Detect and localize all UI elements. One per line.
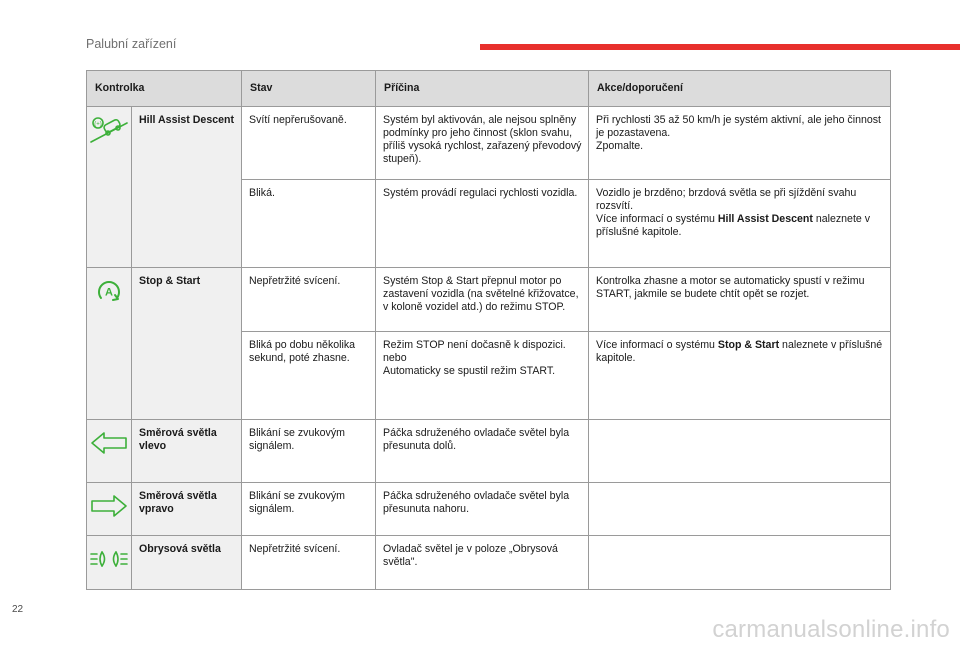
- table-header-row: [87, 71, 891, 107]
- pricina-cell: [376, 332, 589, 420]
- akce-cell: [589, 536, 891, 590]
- akce-text: Vozidlo je brzděno; brzdová světla se při sjíždění svahu rozsvítí.: [596, 187, 857, 212]
- akce-cell: [589, 180, 891, 268]
- page-number: 22: [12, 604, 24, 615]
- watermark: carmanualsonline.info: [712, 616, 950, 643]
- column-header-pricina: Příčina: [376, 71, 589, 107]
- hill-descent-icon: [87, 115, 131, 145]
- pricina-text-3: Automaticky se spustil režim START.: [383, 365, 556, 377]
- akce-cell: [589, 107, 891, 180]
- column-header-akce: Akce/doporučení: [589, 71, 891, 107]
- pricina-text: Režim STOP není dočasně k dispozici.: [383, 339, 566, 351]
- column-header-stav: Stav: [242, 71, 376, 107]
- arrow-left-icon: [87, 428, 131, 458]
- akce-text-2: [596, 213, 884, 239]
- akce-text-suffix: naleznete v příslušné kapitole.: [596, 213, 871, 238]
- pricina-cell: Systém provádí regulaci rychlosti vozidla.: [376, 180, 589, 268]
- akce-text-prefix: Více informací o systému: [596, 339, 718, 351]
- akce-cell: [589, 332, 891, 420]
- warning-lights-table: [86, 70, 891, 590]
- stav-cell: Bliká.: [242, 180, 376, 268]
- table-row: [87, 483, 891, 536]
- stav-cell: Blikání se zvukovým signálem.: [242, 483, 376, 536]
- pricina-cell: Systém Stop & Start přepnul motor po zastavení vozidla (na světelné křižovatce, v koloně vozidel atd.) do režimu STOP.: [376, 268, 589, 332]
- arrow-right-icon: [87, 491, 131, 521]
- pricina-text-2: nebo: [383, 352, 407, 364]
- section-title: Palubní zařízení: [86, 37, 177, 51]
- indicator-name: Směrová světla vpravo: [132, 483, 242, 536]
- table-row: [87, 107, 891, 180]
- table-row: [87, 420, 891, 483]
- pricina-cell: Páčka sdruženého ovladače světel byla přesunuta nahoru.: [376, 483, 589, 536]
- icon-cell: [87, 420, 132, 483]
- pricina-cell: Systém byl aktivován, ale nejsou splněny podmínky pro jeho činnost (sklon svahu, příliš vysoká rychlost, zařazený převodový stupeň).: [376, 107, 589, 180]
- stav-cell: Svítí nepřerušovaně.: [242, 107, 376, 180]
- pricina-cell: Páčka sdruženého ovladače světel byla přesunuta dolů.: [376, 420, 589, 483]
- position-lights-icon: [87, 544, 131, 574]
- stav-cell: Nepřetržité svícení.: [242, 268, 376, 332]
- header-accent-bar: [480, 44, 960, 50]
- icon-cell: [87, 107, 132, 268]
- indicator-name: Hill Assist Descent: [132, 107, 242, 268]
- table-row: [87, 536, 891, 590]
- indicator-name: Stop & Start: [132, 268, 242, 420]
- pricina-cell: Ovladač světel je v poloze „Obrysová světla".: [376, 536, 589, 590]
- akce-cell: [589, 420, 891, 483]
- svg-text:A: A: [105, 286, 113, 299]
- icon-cell: [87, 536, 132, 590]
- akce-cell: Kontrolka zhasne a motor se automaticky spustí v režimu START, jakmile se budete chtít opět se rozjet.: [589, 268, 891, 332]
- stav-cell: Bliká po dobu několika sekund, poté zhasne.: [242, 332, 376, 420]
- column-header-kontrolka: Kontrolka: [87, 71, 242, 107]
- akce-text: Při rychlosti 35 až 50 km/h je systém aktivní, ale jeho činnost je pozastavena.: [596, 114, 881, 139]
- indicator-name: Obrysová světla: [132, 536, 242, 590]
- akce-text-suffix: naleznete v příslušné kapitole.: [596, 339, 883, 364]
- svg-text:(+): (+): [94, 121, 102, 128]
- table-row: [87, 268, 891, 332]
- stav-cell: Nepřetržité svícení.: [242, 536, 376, 590]
- akce-text-bold: Stop & Start: [717, 339, 780, 351]
- icon-cell: [87, 483, 132, 536]
- stop-start-icon: [87, 276, 131, 306]
- stav-cell: Blikání se zvukovým signálem.: [242, 420, 376, 483]
- akce-text-bold: Hill Assist Descent: [717, 213, 813, 225]
- akce-cell: [589, 483, 891, 536]
- indicator-name: Směrová světla vlevo: [132, 420, 242, 483]
- akce-text-prefix: Více informací o systému: [596, 213, 718, 225]
- icon-cell: [87, 268, 132, 420]
- akce-text-2: Zpomalte.: [596, 140, 644, 152]
